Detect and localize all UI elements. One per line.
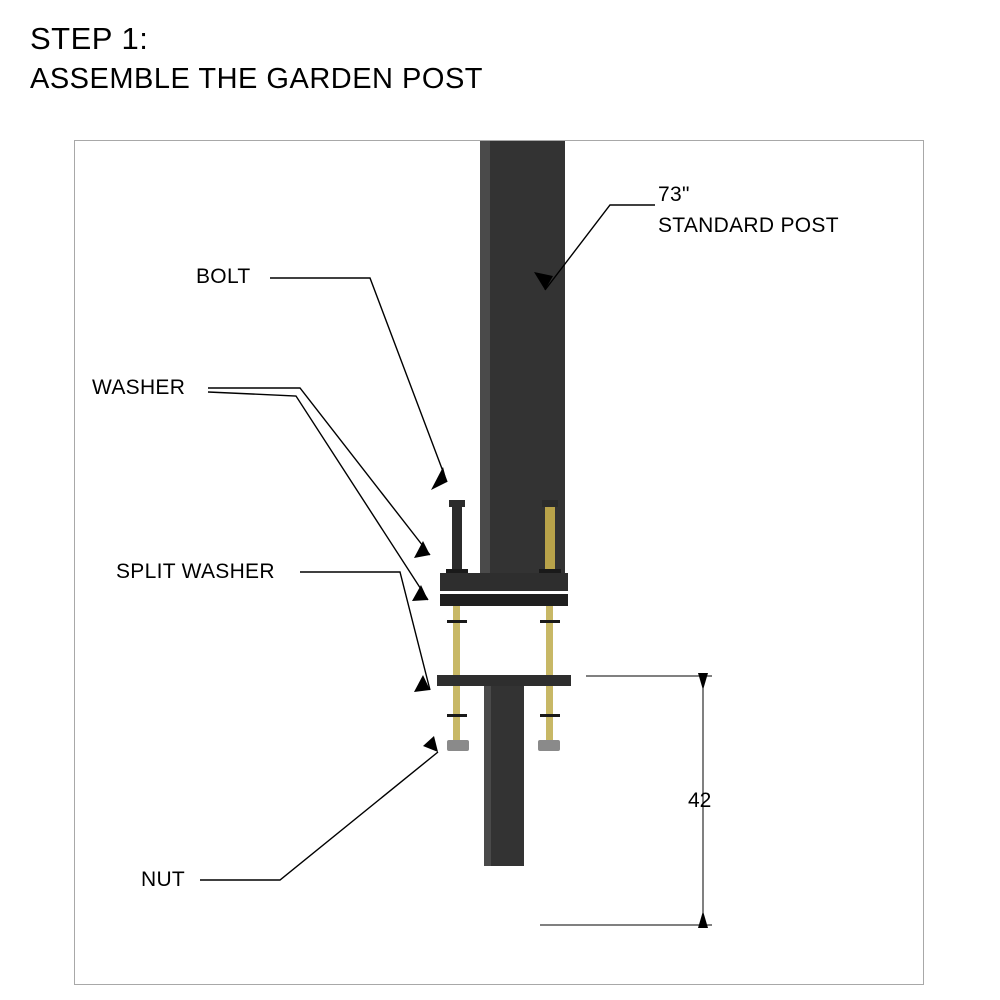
leader-nut: [200, 752, 438, 880]
dimension-arrow-top: [698, 673, 708, 690]
split-washer-plate: [440, 594, 568, 606]
label-standard-post-name: STANDARD POST: [658, 214, 839, 237]
threaded-rod-left: [453, 606, 460, 680]
bolt-right-shaft: [545, 503, 555, 571]
arrowhead-washer-a: [414, 541, 430, 558]
flange-plate-bottom: [437, 675, 571, 686]
standard-post-lower-highlight: [484, 686, 491, 866]
leader-bolt: [270, 278, 447, 482]
washer-left-upper: [446, 569, 468, 573]
bolt-right-head: [542, 500, 558, 507]
label-dimension-42: 42: [688, 789, 712, 812]
washer-left-mid: [447, 620, 467, 623]
label-standard-post-size: 73": [658, 183, 690, 206]
label-nut: NUT: [141, 868, 186, 891]
arrowhead-bolt: [431, 467, 447, 490]
leader-split-washer: [300, 572, 430, 690]
flange-plate-top: [440, 573, 568, 591]
arrowhead-nut: [423, 736, 438, 752]
standard-post-highlight: [480, 141, 490, 578]
washer-left-lower: [447, 714, 467, 717]
label-washer: WASHER: [92, 376, 186, 399]
washer-right-lower: [540, 714, 560, 717]
nut-right: [538, 740, 560, 751]
threaded-rod-right: [546, 606, 553, 680]
dimension-arrow-bottom: [698, 911, 708, 928]
bolt-left-head: [449, 500, 465, 507]
title-line-step: STEP 1:: [30, 21, 149, 56]
nut-left: [447, 740, 469, 751]
label-split-washer: SPLIT WASHER: [116, 560, 275, 583]
bolt-left-shaft: [452, 503, 462, 571]
arrowhead-split-washer: [414, 675, 430, 692]
title-line-description: ASSEMBLE THE GARDEN POST: [30, 62, 484, 95]
washer-right-mid: [540, 620, 560, 623]
leader-washer-a: [208, 388, 430, 555]
label-bolt: BOLT: [196, 265, 251, 288]
arrowhead-washer-b: [412, 585, 428, 601]
washer-right-upper: [539, 569, 561, 573]
